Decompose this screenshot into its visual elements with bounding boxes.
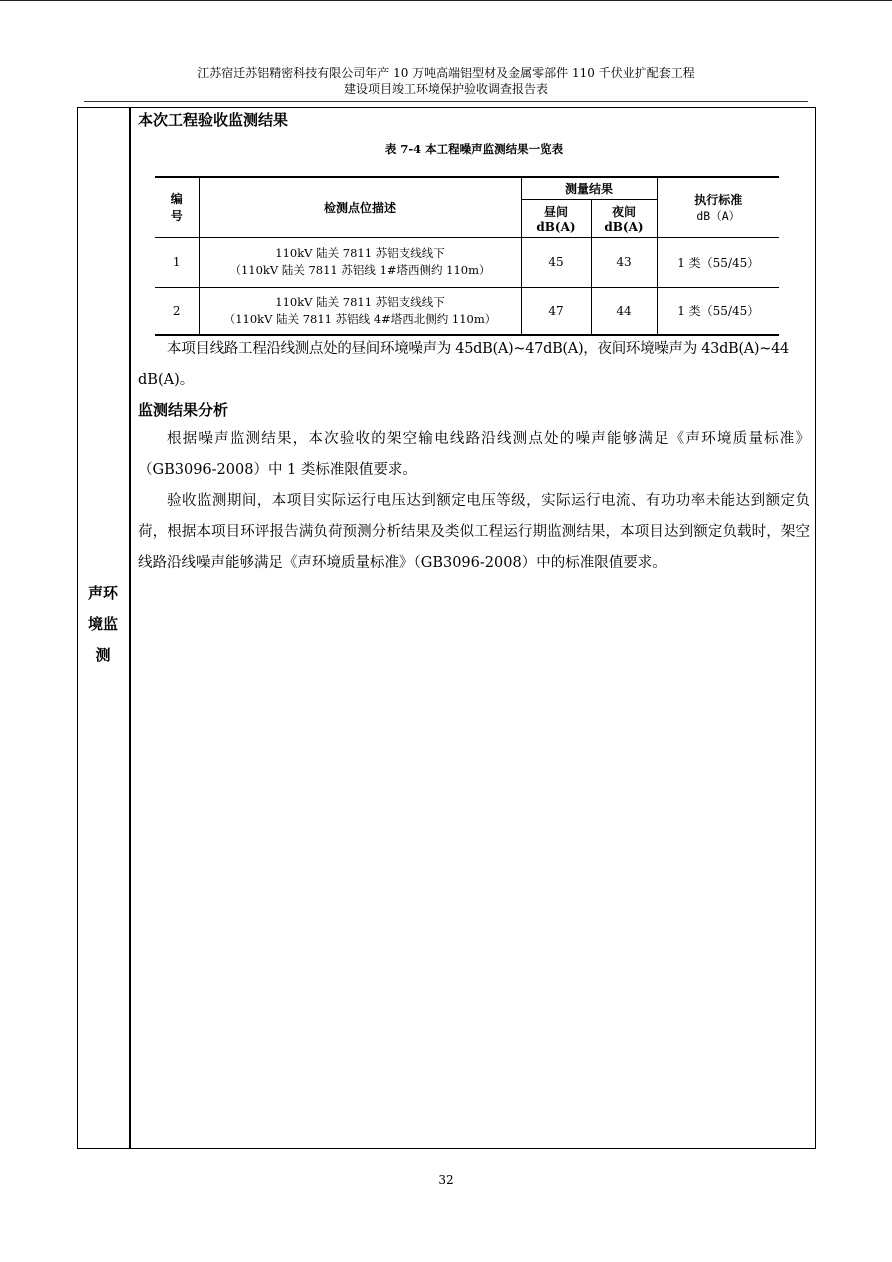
table-row	[155, 237, 779, 287]
analysis-paragraph: 根据噪声监测结果，本次验收的架空输电线路沿线测点处的噪声能够满足《声环境质量标准》（GB3096-2008）中 1 类标准限值要求。	[138, 431, 810, 478]
monitoring-results-section	[138, 108, 810, 159]
cell-day: 45	[521, 237, 591, 287]
row-label-line: 境监	[87, 615, 118, 633]
page-number: 32	[438, 1173, 454, 1187]
noise-results-table	[155, 176, 779, 336]
section-title: 本次工程验收监测结果	[138, 111, 289, 129]
cell-night: 44	[591, 287, 657, 335]
row-label-noise-monitoring	[77, 578, 129, 671]
header-measurement: 测量结果	[521, 177, 657, 199]
header-night: 夜间 dB(A)	[591, 199, 657, 237]
row-label-line: 声环	[87, 584, 118, 602]
noise-summary-paragraph	[138, 334, 810, 396]
column-divider	[129, 107, 131, 1149]
cell-day: 47	[521, 287, 591, 335]
header-divider	[84, 101, 808, 102]
analysis-section	[138, 396, 810, 579]
header-standard: 执行标准 dB（A）	[657, 177, 779, 237]
table-row	[155, 287, 779, 335]
cell-location: 110kV 陆关 7811 苏铝支线线下 （110kV 陆关 7811 苏铝线 4#塔西北侧约 110m）	[199, 287, 521, 335]
header-project-title: 江苏宿迁苏铝精密科技有限公司年产 10 万吨高端铝型材及金属零部件 110 千伏业扩配套工程	[197, 66, 695, 80]
row-label-line: 测	[95, 646, 111, 664]
header-report-title: 建设项目竣工环境保护验收调查报告表	[343, 82, 548, 96]
table-caption: 表 7-4 本工程噪声监测结果一览表	[384, 142, 564, 156]
cell-number: 2	[155, 287, 199, 335]
cell-standard: 1 类（55/45）	[657, 237, 779, 287]
cell-location: 110kV 陆关 7811 苏铝支线线下 （110kV 陆关 7811 苏铝线 1#塔西侧约 110m）	[199, 237, 521, 287]
summary-line-2: dB(A)。	[138, 372, 195, 388]
top-border-line	[0, 0, 892, 1]
header-location: 检测点位描述	[199, 177, 521, 237]
cell-standard: 1 类（55/45）	[657, 287, 779, 335]
cell-number: 1	[155, 237, 199, 287]
header-day: 昼间 dB(A)	[521, 199, 591, 237]
analysis-paragraph: 验收监测期间，本项目实际运行电压达到额定电压等级，实际运行电流、有功功率未能达到额定负荷，根据本项目环评报告满负荷预测分析结果及类似工程运行期监测结果，本项目达到额定负载时，架空线路沿线噪声能够满足《声环境质量标准》（GB3096-2008）中的标准限值要求。	[138, 493, 810, 571]
section-title: 监测结果分析	[138, 401, 229, 419]
cell-night: 43	[591, 237, 657, 287]
summary-line-1: 本项目线路工程沿线测点处的昼间环境噪声为 45dB(A)~47dB(A)，夜间环境噪声为 43dB(A)~44	[167, 341, 789, 357]
header-number: 编 号	[155, 177, 199, 237]
